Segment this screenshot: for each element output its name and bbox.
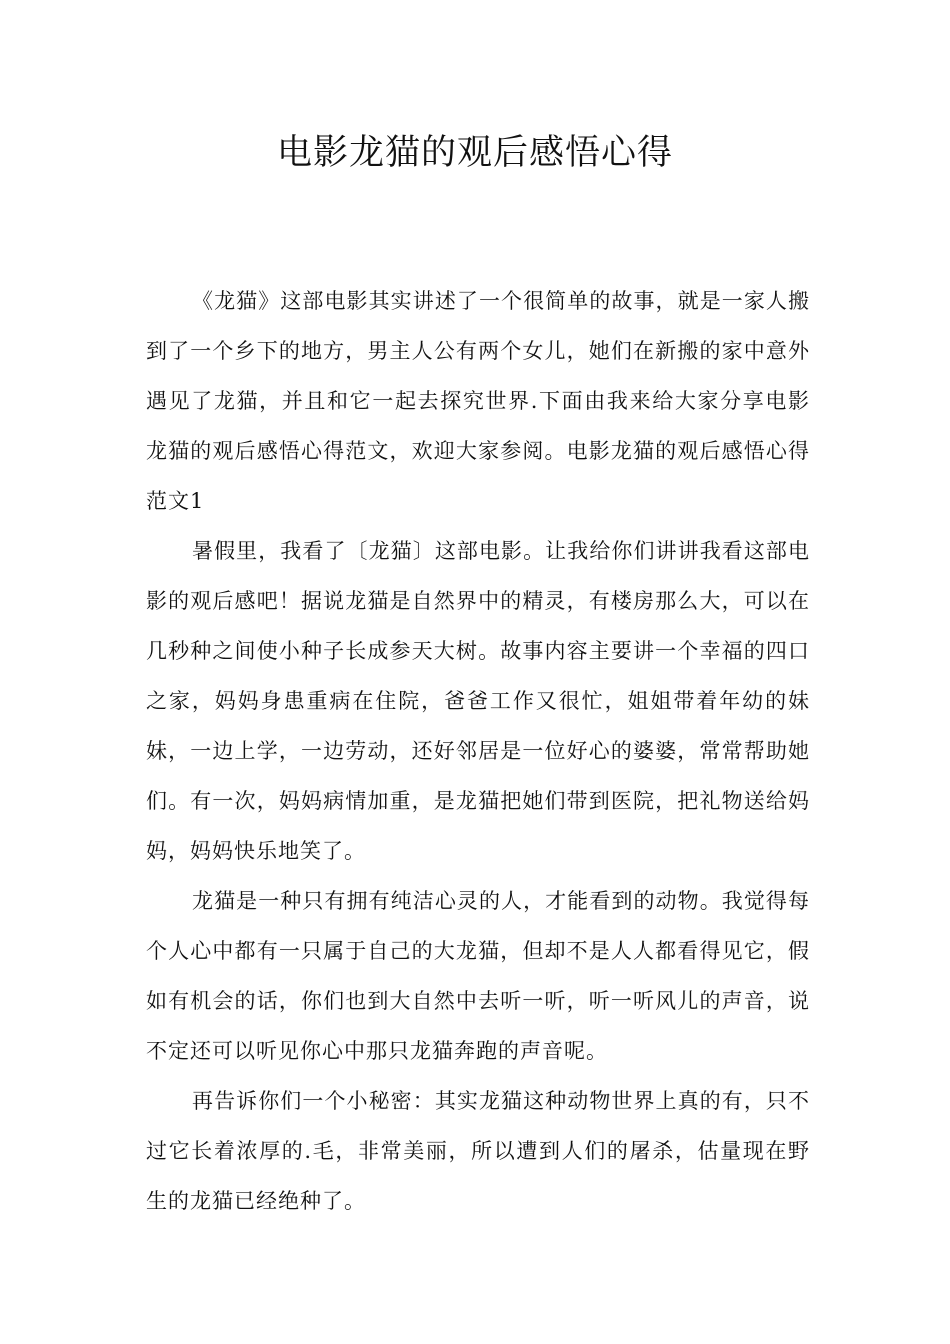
paragraph-pure-heart: 龙猫是一种只有拥有纯洁心灵的人，才能看到的动物。我觉得每个人心中都有一只属于自己的大龙猫，但却不是人人都看得见它，假如有机会的话，你们也到大自然中去听一听，听一听风儿的声音，说不定还可以听见你心中那只龙猫奔跑的声音呢。 bbox=[146, 889, 810, 1063]
paragraph-secret: 再告诉你们一个小秘密：其实龙猫这种动物世界上真的有，只不过它长着浓厚的.毛，非常美丽，所以遭到人们的屠杀，估量现在野生的龙猫已经绝种了。 bbox=[146, 1089, 810, 1213]
paragraph-summer: 暑假里，我看了〔龙猫〕这部电影。让我给你们讲讲我看这部电影的观后感吧！据说龙猫是自然界中的精灵，有楼房那么大，可以在几秒种之间使小种子长成参天大树。故事内容主要讲一个幸福的四口之家，妈妈身患重病在住院，爸爸工作又很忙，姐姐带着年幼的妹妹，一边上学，一边劳动，还好邻居是一位好心的婆婆，常常帮助她们。有一次，妈妈病情加重，是龙猫把她们带到医院，把礼物送给妈妈，妈妈快乐地笑了。 bbox=[146, 539, 810, 863]
paragraph-intro: 《龙猫》这部电影其实讲述了一个很简单的故事，就是一家人搬到了一个乡下的地方，男主人公有两个女儿，她们在新搬的家中意外遇见了龙猫，并且和它一起去探究世界.下面由我来给大家分享电影龙猫的观后感悟心得范文，欢迎大家参阅。电影龙猫的观后感悟心得范文1 bbox=[146, 289, 810, 513]
page-title: 电影龙猫的观后感悟心得 bbox=[276, 133, 673, 173]
document-body bbox=[146, 276, 810, 1226]
